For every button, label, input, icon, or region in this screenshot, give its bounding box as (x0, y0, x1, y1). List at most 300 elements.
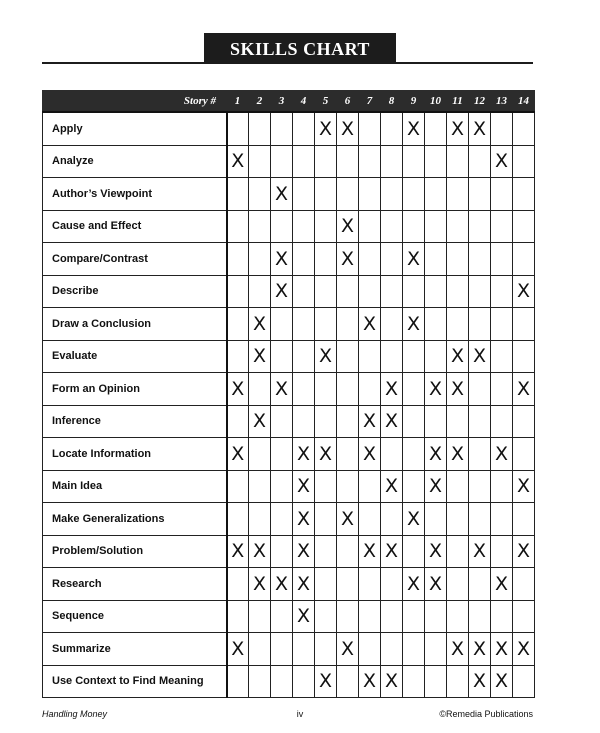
story-column-header: 7 (359, 91, 381, 113)
title-wrap (0, 33, 600, 64)
story-cell (381, 535, 403, 568)
story-cell (249, 600, 271, 633)
x-mark: X (362, 410, 377, 433)
story-cell (227, 470, 249, 503)
story-column-header: 9 (403, 91, 425, 113)
story-cell (271, 145, 293, 178)
story-cell (359, 633, 381, 666)
x-mark: X (362, 670, 377, 693)
story-cell (381, 275, 403, 308)
story-cell (359, 340, 381, 373)
x-mark: X (516, 540, 531, 563)
story-cell (381, 373, 403, 406)
story-cell (293, 210, 315, 243)
story-cell (249, 470, 271, 503)
story-cell (425, 665, 447, 698)
footer-page-number: iv (296, 709, 304, 719)
story-cell (315, 503, 337, 536)
story-cell (249, 178, 271, 211)
story-cell (271, 470, 293, 503)
x-mark: X (231, 377, 245, 400)
story-cell (359, 373, 381, 406)
story-cell (337, 373, 359, 406)
x-mark: X (406, 507, 421, 530)
page-title: SKILLS CHART (204, 33, 396, 64)
story-cell (469, 210, 491, 243)
story-cell (315, 340, 337, 373)
x-mark: X (384, 670, 399, 693)
story-cell (447, 405, 469, 438)
story-cell (271, 503, 293, 536)
story-cell (337, 535, 359, 568)
table-row (43, 470, 535, 503)
skill-name: Make Generalizations (43, 503, 227, 536)
story-cell (337, 438, 359, 471)
story-cell (403, 503, 425, 536)
story-cell (403, 243, 425, 276)
x-mark: X (274, 280, 289, 303)
story-cell (315, 633, 337, 666)
x-mark: X (252, 572, 267, 595)
x-mark: X (318, 442, 333, 465)
table-row (43, 178, 535, 211)
story-cell (447, 340, 469, 373)
story-cell (359, 112, 381, 145)
story-cell (425, 340, 447, 373)
story-cell (403, 145, 425, 178)
x-mark: X (252, 345, 267, 368)
story-cell (381, 470, 403, 503)
story-cell (381, 145, 403, 178)
story-cell (337, 112, 359, 145)
story-cell (227, 503, 249, 536)
story-cell (425, 535, 447, 568)
x-mark: X (231, 540, 245, 563)
story-cell (359, 308, 381, 341)
story-cell (469, 600, 491, 633)
story-cell (403, 405, 425, 438)
table-row (43, 568, 535, 601)
x-mark: X (362, 540, 377, 563)
story-cell (491, 633, 513, 666)
story-cell (293, 470, 315, 503)
story-cell (271, 665, 293, 698)
x-mark: X (516, 475, 531, 498)
x-mark: X (252, 410, 267, 433)
story-cell (359, 503, 381, 536)
x-mark: X (428, 572, 443, 595)
x-mark: X (472, 345, 487, 368)
story-cell (249, 665, 271, 698)
story-cell (381, 308, 403, 341)
skill-name: Locate Information (43, 438, 227, 471)
story-cell (337, 665, 359, 698)
x-mark: X (340, 117, 355, 140)
x-mark: X (472, 540, 487, 563)
story-cell (315, 210, 337, 243)
story-cell (491, 373, 513, 406)
story-cell (271, 633, 293, 666)
x-mark: X (296, 507, 311, 530)
story-cell (359, 405, 381, 438)
x-mark: X (362, 312, 377, 335)
story-cell (315, 535, 337, 568)
table-row (43, 243, 535, 276)
story-cell (513, 438, 535, 471)
story-cell (227, 275, 249, 308)
story-cell (315, 665, 337, 698)
story-cell (249, 503, 271, 536)
story-cell (271, 438, 293, 471)
story-cell (469, 503, 491, 536)
story-cell (337, 633, 359, 666)
story-cell (491, 308, 513, 341)
story-cell (271, 308, 293, 341)
story-cell (249, 340, 271, 373)
story-cell (315, 178, 337, 211)
header-row (43, 91, 535, 113)
story-cell (315, 112, 337, 145)
story-cell (337, 470, 359, 503)
story-cell (469, 568, 491, 601)
story-cell (425, 568, 447, 601)
story-cell (227, 340, 249, 373)
story-cell (403, 112, 425, 145)
x-mark: X (384, 540, 399, 563)
story-cell (403, 600, 425, 633)
story-column-header: 10 (425, 91, 447, 113)
story-cell (425, 633, 447, 666)
story-cell (425, 600, 447, 633)
story-cell (491, 210, 513, 243)
x-mark: X (340, 247, 355, 270)
story-cell (447, 535, 469, 568)
story-cell (315, 600, 337, 633)
story-column-header: 5 (315, 91, 337, 113)
footer-book-title: Handling Money (42, 709, 108, 719)
story-cell (403, 568, 425, 601)
story-cell (403, 633, 425, 666)
story-cell (381, 503, 403, 536)
story-cell (271, 243, 293, 276)
story-cell (425, 373, 447, 406)
story-cell (425, 405, 447, 438)
x-mark: X (516, 637, 531, 660)
story-cell (337, 308, 359, 341)
story-cell (469, 145, 491, 178)
story-cell (447, 568, 469, 601)
story-cell (359, 535, 381, 568)
story-cell (337, 145, 359, 178)
story-cell (381, 633, 403, 666)
story-cell (271, 600, 293, 633)
story-cell (271, 112, 293, 145)
story-cell (249, 438, 271, 471)
story-cell (249, 633, 271, 666)
story-cell (315, 243, 337, 276)
story-cell (513, 308, 535, 341)
story-cell (293, 373, 315, 406)
table-row (43, 535, 535, 568)
story-cell (293, 665, 315, 698)
x-mark: X (362, 442, 377, 465)
story-cell (425, 178, 447, 211)
table-row (43, 503, 535, 536)
x-mark: X (472, 637, 487, 660)
story-cell (271, 340, 293, 373)
x-mark: X (296, 540, 311, 563)
story-cell (249, 568, 271, 601)
story-cell (293, 633, 315, 666)
story-cell (337, 275, 359, 308)
x-mark: X (428, 540, 443, 563)
x-mark: X (494, 572, 509, 595)
story-cell (469, 243, 491, 276)
story-cell (447, 210, 469, 243)
story-cell (249, 405, 271, 438)
story-cell (359, 568, 381, 601)
story-cell (381, 340, 403, 373)
story-cell (425, 210, 447, 243)
story-cell (403, 535, 425, 568)
story-cell (469, 340, 491, 373)
story-cell (403, 275, 425, 308)
story-cell (315, 275, 337, 308)
story-cell (513, 178, 535, 211)
story-cell (293, 308, 315, 341)
story-cell (359, 275, 381, 308)
story-cell (491, 405, 513, 438)
table-row (43, 665, 535, 698)
story-cell (381, 438, 403, 471)
table-body (43, 112, 535, 698)
story-cell (403, 308, 425, 341)
x-mark: X (494, 150, 509, 173)
story-cell (513, 503, 535, 536)
story-cell (403, 178, 425, 211)
story-column-header: 13 (491, 91, 513, 113)
x-mark: X (318, 117, 333, 140)
story-cell (491, 503, 513, 536)
story-cell (513, 535, 535, 568)
table-row (43, 405, 535, 438)
skill-name: Form an Opinion (43, 373, 227, 406)
story-cell (491, 600, 513, 633)
story-cell (337, 600, 359, 633)
skill-name: Cause and Effect (43, 210, 227, 243)
x-mark: X (274, 572, 289, 595)
skill-name: Describe (43, 275, 227, 308)
x-mark: X (472, 670, 487, 693)
story-cell (359, 178, 381, 211)
skill-name: Main Idea (43, 470, 227, 503)
story-cell (227, 373, 249, 406)
story-cell (513, 373, 535, 406)
table-row (43, 308, 535, 341)
story-cell (271, 535, 293, 568)
x-mark: X (494, 637, 509, 660)
story-cell (447, 470, 469, 503)
x-mark: X (340, 637, 355, 660)
story-cell (249, 308, 271, 341)
skill-name: Problem/Solution (43, 535, 227, 568)
table-row (43, 275, 535, 308)
x-mark: X (516, 280, 531, 303)
story-cell (293, 405, 315, 438)
story-cell (227, 308, 249, 341)
story-cell (249, 210, 271, 243)
story-cell (293, 145, 315, 178)
story-cell (381, 243, 403, 276)
story-cell (315, 373, 337, 406)
footer-publisher: ©Remedia Publications (439, 709, 533, 719)
story-cell (227, 145, 249, 178)
story-cell (469, 438, 491, 471)
story-column-header: 12 (469, 91, 491, 113)
x-mark: X (450, 117, 465, 140)
story-cell (337, 503, 359, 536)
x-mark: X (516, 377, 531, 400)
story-cell (447, 373, 469, 406)
story-cell (359, 145, 381, 178)
story-cell (513, 405, 535, 438)
story-cell (315, 145, 337, 178)
story-cell (227, 535, 249, 568)
x-mark: X (428, 475, 443, 498)
skill-name: Analyze (43, 145, 227, 178)
story-cell (425, 503, 447, 536)
story-cell (447, 243, 469, 276)
story-cell (447, 503, 469, 536)
story-column-header: 2 (249, 91, 271, 113)
story-cell (381, 568, 403, 601)
story-cell (403, 470, 425, 503)
story-cell (513, 340, 535, 373)
story-cell (337, 243, 359, 276)
story-cell (491, 568, 513, 601)
story-cell (381, 405, 403, 438)
story-cell (469, 373, 491, 406)
story-cell (271, 405, 293, 438)
story-cell (227, 665, 249, 698)
x-mark: X (494, 442, 509, 465)
story-cell (491, 340, 513, 373)
story-cell (491, 112, 513, 145)
story-cell (337, 210, 359, 243)
story-cell (447, 665, 469, 698)
skill-name: Evaluate (43, 340, 227, 373)
x-mark: X (406, 312, 421, 335)
x-mark: X (406, 117, 421, 140)
story-cell (491, 275, 513, 308)
story-cell (227, 600, 249, 633)
story-cell (381, 665, 403, 698)
story-cell (513, 470, 535, 503)
story-cell (227, 112, 249, 145)
story-cell (447, 178, 469, 211)
story-cell (315, 470, 337, 503)
story-cell (315, 568, 337, 601)
story-cell (293, 340, 315, 373)
story-cell (447, 112, 469, 145)
story-cell (425, 145, 447, 178)
story-cell (227, 405, 249, 438)
story-cell (447, 145, 469, 178)
story-cell (403, 438, 425, 471)
story-cell (513, 600, 535, 633)
x-mark: X (296, 605, 311, 628)
x-mark: X (450, 442, 465, 465)
story-cell (359, 470, 381, 503)
story-cell (227, 243, 249, 276)
story-cell (491, 178, 513, 211)
x-mark: X (450, 345, 465, 368)
story-cell (359, 243, 381, 276)
story-cell (491, 535, 513, 568)
story-cell (381, 112, 403, 145)
story-cell (469, 308, 491, 341)
story-cell (271, 178, 293, 211)
story-cell (469, 665, 491, 698)
x-mark: X (231, 637, 245, 660)
story-cell (293, 112, 315, 145)
story-cell (469, 535, 491, 568)
story-cell (513, 568, 535, 601)
x-mark: X (296, 572, 311, 595)
story-cell (227, 568, 249, 601)
story-cell (337, 178, 359, 211)
skill-name: Author’s Viewpoint (43, 178, 227, 211)
x-mark: X (252, 312, 267, 335)
story-cell (381, 210, 403, 243)
story-cell (513, 145, 535, 178)
x-mark: X (450, 637, 465, 660)
story-cell (491, 665, 513, 698)
story-cell (425, 243, 447, 276)
story-cell (425, 438, 447, 471)
story-cell (491, 470, 513, 503)
table-row (43, 633, 535, 666)
story-cell (513, 210, 535, 243)
x-mark: X (318, 670, 333, 693)
story-column-header: 8 (381, 91, 403, 113)
table-row (43, 145, 535, 178)
story-cell (513, 665, 535, 698)
story-cell (403, 340, 425, 373)
x-mark: X (274, 182, 289, 205)
skill-name: Summarize (43, 633, 227, 666)
story-cell (447, 308, 469, 341)
story-cell (249, 275, 271, 308)
x-mark: X (428, 377, 443, 400)
story-cell (249, 112, 271, 145)
table-row (43, 112, 535, 145)
x-mark: X (428, 442, 443, 465)
story-cell (469, 178, 491, 211)
story-cell (359, 665, 381, 698)
story-cell (513, 243, 535, 276)
story-cell (337, 340, 359, 373)
story-cell (513, 633, 535, 666)
skills-table (42, 90, 535, 698)
story-cell (315, 438, 337, 471)
story-cell (315, 308, 337, 341)
story-cell (491, 438, 513, 471)
story-cell (425, 470, 447, 503)
story-cell (293, 243, 315, 276)
story-cell (249, 243, 271, 276)
story-cell (271, 275, 293, 308)
